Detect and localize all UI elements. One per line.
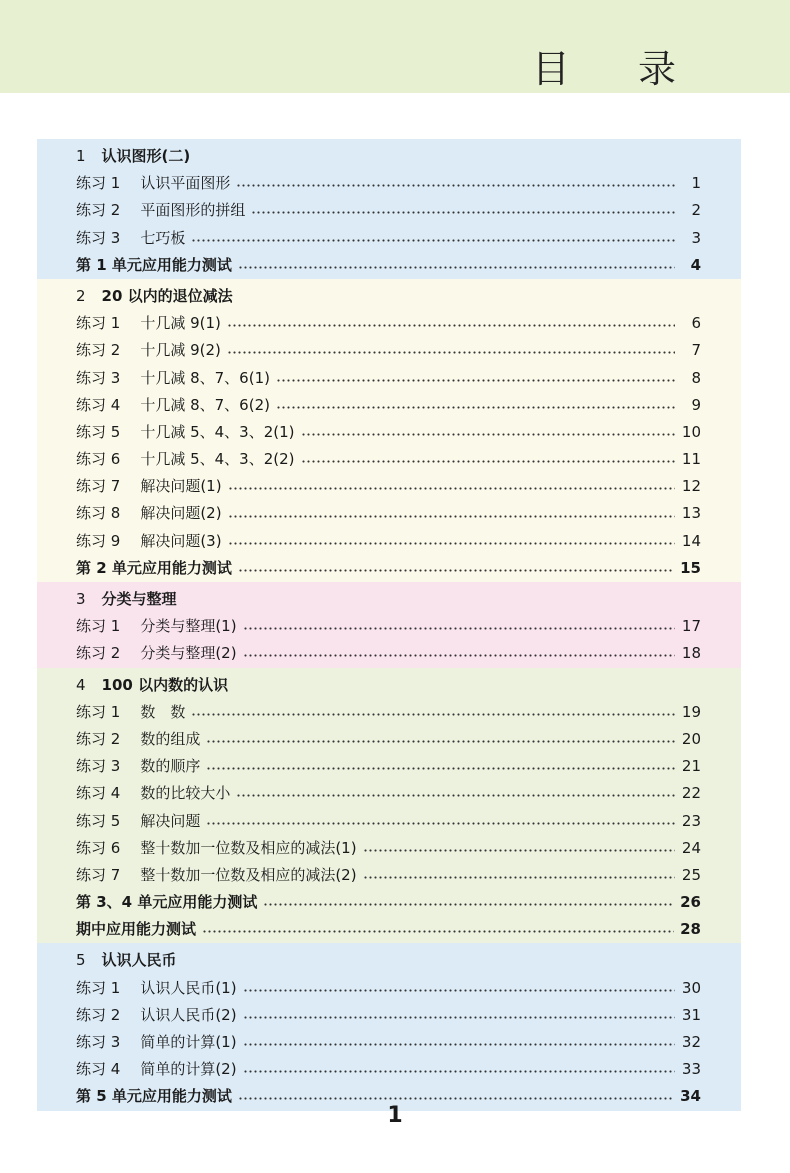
section-title: 认识图形(二) (101, 147, 191, 165)
toc-section (37, 943, 741, 1110)
entry-page-number: 12 (681, 477, 701, 496)
dot-leader (243, 1016, 675, 1019)
table-of-contents (37, 139, 741, 1111)
dot-leader (276, 379, 675, 382)
entry-page-number: 13 (681, 504, 701, 523)
dot-leader (228, 515, 675, 518)
entry-title: 十几减 8、7、6(2) (140, 395, 270, 414)
entry-title: 数的顺序 (140, 757, 201, 776)
exercise-entry[interactable] (37, 500, 741, 527)
entry-page-number: 11 (681, 450, 701, 469)
dot-leader (243, 1043, 675, 1046)
exercise-label: 练习 8 (76, 504, 121, 523)
entry-title: 十几减 9(1) (140, 314, 221, 333)
dot-leader (301, 460, 675, 463)
entry-title: 第 2 单元应用能力测试 (76, 558, 232, 577)
entry-page-number: 22 (681, 784, 701, 803)
dot-leader (243, 627, 675, 630)
dot-leader (206, 740, 675, 743)
exercise-entry[interactable] (37, 640, 741, 667)
entry-title: 第 5 单元应用能力测试 (76, 1087, 232, 1106)
entry-title: 七巧板 (140, 228, 186, 247)
dot-leader (243, 654, 675, 657)
dot-leader (238, 266, 675, 269)
entry-title: 分类与整理(2) (140, 644, 237, 663)
exercise-entry[interactable] (37, 473, 741, 500)
exercise-label: 练习 1 (76, 314, 121, 333)
dot-leader (236, 794, 675, 797)
page-title: 目 录 (531, 47, 704, 91)
entry-title: 解决问题(2) (140, 504, 222, 523)
exercise-label: 练习 3 (76, 368, 121, 387)
entry-page-number: 10 (681, 422, 701, 441)
entry-title: 认识人民币(1) (140, 978, 237, 997)
exercise-label: 练习 4 (76, 784, 121, 803)
entry-title: 认识平面图形 (140, 174, 231, 193)
exercise-entry[interactable] (37, 1029, 741, 1056)
entry-page-number: 34 (680, 1087, 701, 1106)
dot-leader (238, 569, 674, 572)
entry-page-number: 1 (691, 174, 701, 193)
section-heading[interactable] (37, 143, 741, 170)
exercise-label: 练习 1 (76, 978, 121, 997)
exercise-entry[interactable] (37, 780, 741, 807)
entry-page-number: 32 (681, 1033, 701, 1051)
section-number: 1 (76, 147, 86, 165)
section-number: 2 (76, 286, 86, 305)
exercise-entry[interactable] (37, 446, 741, 473)
entry-title: 分类与整理(1) (140, 617, 237, 636)
entry-page-number: 20 (681, 729, 701, 748)
dot-leader (191, 713, 675, 716)
dot-leader (227, 324, 675, 327)
entry-title: 整十数加一位数及相应的减法(2) (140, 865, 357, 884)
entry-title: 简单的计算(1) (140, 1033, 237, 1051)
exercise-entry[interactable] (37, 975, 741, 1002)
exercise-entry[interactable] (37, 808, 741, 835)
exercise-label: 练习 2 (76, 729, 121, 748)
exercise-label: 练习 2 (76, 341, 121, 360)
exercise-entry[interactable] (37, 835, 741, 862)
entry-title: 十几减 5、4、3、2(1) (140, 422, 295, 441)
dot-leader (363, 849, 675, 852)
exercise-label: 练习 2 (76, 1005, 121, 1024)
dot-leader (228, 542, 675, 545)
entry-page-number: 8 (691, 368, 701, 387)
exercise-entry[interactable] (37, 419, 741, 446)
entry-title: 解决问题(1) (140, 477, 222, 496)
entry-page-number: 15 (680, 558, 701, 577)
entry-page-number: 33 (681, 1060, 701, 1079)
exercise-entry[interactable] (37, 699, 741, 726)
exercise-label: 练习 7 (76, 477, 121, 496)
dot-leader (263, 903, 674, 906)
entry-title: 整十数加一位数及相应的减法(1) (140, 838, 357, 857)
exercise-entry[interactable] (37, 392, 741, 419)
dot-leader (191, 239, 675, 242)
dot-leader (363, 876, 675, 879)
entry-page-number: 24 (681, 838, 701, 857)
entry-page-number: 3 (691, 228, 701, 247)
entry-title: 解决问题(3) (140, 531, 222, 550)
entry-page-number: 17 (681, 617, 701, 636)
entry-page-number: 23 (681, 811, 701, 830)
entry-page-number: 9 (691, 395, 701, 414)
entry-page-number: 7 (691, 341, 701, 360)
section-heading[interactable] (37, 947, 741, 974)
section-number: 5 (76, 951, 86, 970)
unit-test-entry[interactable] (37, 252, 741, 279)
dot-leader (276, 406, 675, 409)
exercise-entry[interactable] (37, 365, 741, 392)
dot-leader (301, 433, 675, 436)
entry-title: 平面图形的拼组 (140, 201, 246, 220)
entry-page-number: 30 (681, 978, 701, 997)
entry-title: 十几减 8、7、6(1) (140, 368, 270, 387)
entry-title: 十几减 5、4、3、2(2) (140, 450, 295, 469)
exercise-label: 练习 5 (76, 811, 121, 830)
section-number: 3 (76, 590, 86, 608)
exercise-entry[interactable] (37, 1056, 741, 1083)
section-number: 4 (76, 675, 86, 694)
exercise-entry[interactable] (37, 753, 741, 780)
section-heading[interactable] (37, 672, 741, 699)
page-number: 1 (387, 1103, 403, 1128)
exercise-entry[interactable] (37, 862, 741, 889)
exercise-label: 练习 1 (76, 702, 121, 721)
dot-leader (243, 1070, 675, 1073)
dot-leader (236, 184, 675, 187)
unit-test-entry[interactable] (37, 889, 741, 916)
entry-title: 认识人民币(2) (140, 1005, 237, 1024)
toc-section (37, 139, 741, 279)
entry-page-number: 25 (681, 865, 701, 884)
entry-title: 简单的计算(2) (140, 1060, 237, 1079)
exercise-label: 练习 6 (76, 838, 121, 857)
exercise-entry[interactable] (37, 1002, 741, 1029)
exercise-label: 练习 1 (76, 174, 121, 193)
entry-page-number: 2 (691, 201, 701, 220)
dot-leader (202, 930, 674, 933)
exercise-entry[interactable] (37, 337, 741, 364)
section-title: 100 以内数的认识 (101, 675, 229, 694)
exercise-entry[interactable] (37, 528, 741, 555)
entry-title: 数 数 (140, 702, 186, 721)
exercise-label: 练习 7 (76, 865, 121, 884)
entry-page-number: 26 (680, 893, 701, 912)
exercise-label: 练习 3 (76, 757, 121, 776)
toc-section (37, 279, 741, 582)
dot-leader (206, 822, 675, 825)
exercise-entry[interactable] (37, 225, 741, 252)
dot-leader (251, 211, 675, 214)
toc-section (37, 582, 741, 668)
section-title: 认识人民币 (101, 951, 177, 970)
exercise-label: 练习 1 (76, 617, 121, 636)
entry-page-number: 18 (681, 644, 701, 663)
exercise-label: 练习 3 (76, 228, 121, 247)
exercise-label: 练习 2 (76, 644, 121, 663)
entry-page-number: 6 (691, 314, 701, 333)
section-heading[interactable] (37, 283, 741, 310)
entry-title: 数的比较大小 (140, 784, 231, 803)
unit-test-entry[interactable] (37, 555, 741, 582)
exercise-label: 练习 5 (76, 422, 121, 441)
exercise-entry[interactable] (37, 170, 741, 197)
entry-page-number: 21 (681, 757, 701, 776)
entry-page-number: 14 (681, 531, 701, 550)
exercise-entry[interactable] (37, 310, 741, 337)
exercise-entry[interactable] (37, 726, 741, 753)
section-title: 分类与整理 (101, 590, 177, 608)
entry-title: 期中应用能力测试 (76, 920, 197, 939)
entry-title: 第 3、4 单元应用能力测试 (76, 893, 258, 912)
dot-leader (227, 351, 675, 354)
entry-page-number: 31 (681, 1005, 701, 1024)
exercise-label: 练习 6 (76, 450, 121, 469)
toc-section (37, 668, 741, 944)
unit-test-entry[interactable] (37, 916, 741, 943)
entry-page-number: 4 (690, 255, 701, 274)
exercise-label: 练习 4 (76, 395, 121, 414)
exercise-label: 练习 2 (76, 201, 121, 220)
dot-leader (238, 1097, 674, 1100)
entry-title: 数的组成 (140, 729, 201, 748)
exercise-entry[interactable] (37, 197, 741, 224)
exercise-label: 练习 3 (76, 1033, 121, 1051)
exercise-entry[interactable] (37, 613, 741, 640)
entry-page-number: 19 (681, 702, 701, 721)
entry-page-number: 28 (680, 920, 701, 939)
dot-leader (243, 989, 675, 992)
dot-leader (206, 767, 675, 770)
section-heading[interactable] (37, 586, 741, 613)
entry-title: 第 1 单元应用能力测试 (76, 255, 232, 274)
exercise-label: 练习 9 (76, 531, 121, 550)
entry-title: 十几减 9(2) (140, 341, 221, 360)
dot-leader (228, 487, 675, 490)
entry-title: 解决问题 (140, 811, 201, 830)
section-title: 20 以内的退位减法 (101, 286, 233, 305)
exercise-label: 练习 4 (76, 1060, 121, 1079)
